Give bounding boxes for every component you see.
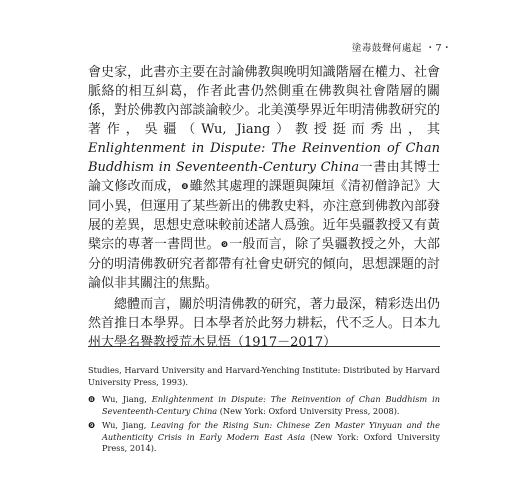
footnote-9-title: Leaving for the Rising Sun: Chinese Zen Master Yinyuan and the Authenticity Crisis in Early Modern East Asia xyxy=(102,420,440,442)
p1-text-4: 一般而言，除了吳疆教授之外，大部分的明清佛教研究者都帶有社會史研究的傾向，思想課題的討論似非其關注的焦點。 xyxy=(88,237,440,291)
running-head: 塗毒鼓聲何處起 ・7・ xyxy=(351,43,452,54)
footnote-divider xyxy=(88,346,440,347)
p1-text-1: 會史家，此書亦主要在討論佛教與晚明知識階層在權力、社會脈絡的相互糾葛，作者此書仍然側重在佛教與社會階層的關係，對於佛教內部談論較少。北美漢學界近年明清佛教研究的著作，吳疆（Wu, Jiang）教授挺而秀出，其 xyxy=(88,65,440,137)
p1-text-2: 一書由其博士論文修改而成， xyxy=(88,160,440,194)
main-text xyxy=(88,63,440,352)
footnote-9-marker: ❾ xyxy=(88,420,96,430)
footnote-ref-9[interactable]: ❾ xyxy=(220,240,229,249)
footnote-continued: Studies, Harvard University and Harvard-Yenching Institute: Distributed by Harvard University Press, 1993). xyxy=(88,365,440,387)
footnote-8-title: Enlightenment in Dispute: The Reinvention of Chan Buddhism in Seventeenth-Century China xyxy=(102,394,440,416)
footnote-9-author: Wu, Jiang, xyxy=(102,420,151,430)
p1-text-3: 雖然其處理的課題與陳垣《清初僧諍記》大同小異，但運用了某些新出的佛教史料，亦注意到佛教內部發展的差異，思想史意味較前述諸人爲強。近年吳疆教授又有黃檗宗的專著一書問世。 xyxy=(88,179,440,252)
footnote-8-author: Wu, Jiang, xyxy=(102,394,152,404)
footnote-8-marker: ❽ xyxy=(88,394,96,404)
paragraph-2: 總體而言，關於明清佛教的研究，著力最深，精彩迭出仍然首推日本學界。日本學者於此努力耕耘，代不乏人。日本九州大學名譽教授荒木見悟（1917－2017） xyxy=(88,297,440,350)
footnote-8 xyxy=(88,394,440,417)
footnote-8-pub: (New York: Oxford University Press, 2008). xyxy=(217,405,400,416)
footnotes xyxy=(88,365,440,458)
footnote-9 xyxy=(88,420,440,455)
book-title-enlightenment: Enlightenment in Dispute: The Reinvention of Chan Buddhism in Seventeenth-Century China xyxy=(88,141,440,175)
footnote-ref-8[interactable]: ❽ xyxy=(181,182,189,191)
footnote-9-pub: (New York: Oxford University Press, 2014). xyxy=(102,431,440,453)
paragraph-1 xyxy=(88,63,440,293)
